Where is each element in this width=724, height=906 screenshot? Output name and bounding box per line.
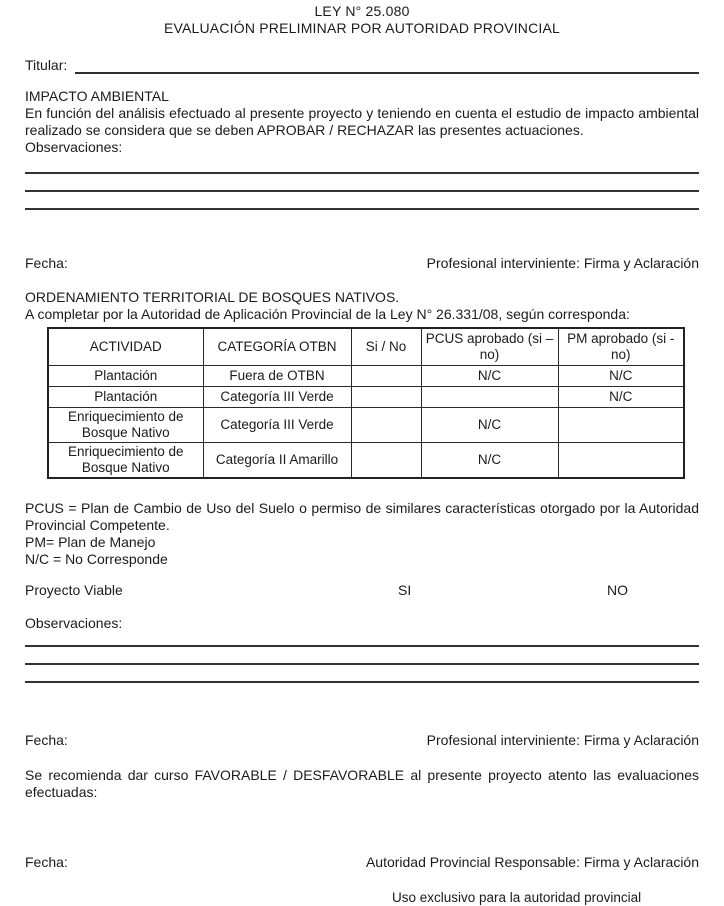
observaciones-label-1: Observaciones: xyxy=(25,139,123,155)
table-cell xyxy=(558,408,684,443)
doc-title-line1: LEY N° 25.080 xyxy=(314,3,410,19)
doc-title-line2: EVALUACIÓN PRELIMINAR POR AUTORIDAD PROVINCIAL xyxy=(163,20,561,36)
table-cell: N/C xyxy=(558,387,684,408)
table-cell: N/C xyxy=(421,408,558,443)
impacto-paragraph: En función del análisis efectuado al presente proyecto y teniendo en cuenta el estudio de impacto ambiental realizado se considera que se deben APROBAR / RECHAZAR las presentes actuaciones. xyxy=(25,105,699,138)
profesional-label-2: Profesional interviniente: Firma y Aclaración xyxy=(426,732,699,748)
titular-row xyxy=(25,56,699,74)
table-cell: Categoría III Verde xyxy=(203,387,351,408)
table-cell: Categoría III Verde xyxy=(203,408,351,443)
table-cell: N/C xyxy=(421,366,558,387)
titular-blank-line xyxy=(75,58,699,74)
note-pcus: PCUS = Plan de Cambio de Uso del Suelo o permiso de similares características otorgado por la Autoridad Provincial Competente. xyxy=(25,500,699,533)
table-row xyxy=(48,387,684,408)
signature-row-2 xyxy=(25,732,699,749)
impacto-heading: IMPACTO AMBIENTAL xyxy=(25,88,169,104)
titular-label: Titular: xyxy=(25,57,68,73)
fecha-label-2: Fecha: xyxy=(25,732,68,748)
note-nc: N/C = No Corresponde xyxy=(25,551,168,567)
no-option: NO xyxy=(607,582,628,598)
footer-note: Uso exclusivo para la autoridad provincial xyxy=(392,890,642,905)
doc-title xyxy=(25,3,699,37)
blank-line xyxy=(25,681,699,683)
proyecto-viable-label: Proyecto Viable xyxy=(25,582,123,598)
signature-row-1 xyxy=(25,255,699,272)
table-cell xyxy=(351,443,421,479)
table-header-row xyxy=(48,328,684,366)
table-header-cell: PM aprobado (si - no) xyxy=(558,328,684,366)
blank-line xyxy=(25,190,699,192)
blank-line xyxy=(25,663,699,665)
autoridad-label: Autoridad Provincial Responsable: Firma y Aclaración xyxy=(365,854,699,870)
table-header-cell: CATEGORÍA OTBN xyxy=(203,328,351,366)
otbn-subheading: A completar por la Autoridad de Aplicación Provincial de la Ley N° 26.331/08, según corresponda: xyxy=(25,306,630,322)
profesional-label-1: Profesional interviniente: Firma y Aclaración xyxy=(426,255,699,271)
table-cell: Plantación xyxy=(48,387,203,408)
fecha-label-1: Fecha: xyxy=(25,255,68,271)
si-option: SI xyxy=(398,582,412,598)
table-header-cell: Si / No xyxy=(351,328,421,366)
table-cell xyxy=(351,408,421,443)
table-cell xyxy=(351,366,421,387)
table-cell: Plantación xyxy=(48,366,203,387)
table-cell xyxy=(421,387,558,408)
otbn-table xyxy=(47,327,685,479)
blank-line xyxy=(25,172,699,174)
table-cell: Categoría II Amarillo xyxy=(203,443,351,479)
table-cell: Fuera de OTBN xyxy=(203,366,351,387)
table-cell: N/C xyxy=(558,366,684,387)
table-cell: N/C xyxy=(421,443,558,479)
table-row xyxy=(48,366,684,387)
table-cell: Enriquecimiento de Bosque Nativo xyxy=(48,443,203,479)
table-cell xyxy=(558,443,684,479)
note-pm: PM= Plan de Manejo xyxy=(25,534,156,550)
proyecto-viable-row xyxy=(25,582,699,599)
signature-row-3 xyxy=(25,854,699,871)
blank-line xyxy=(25,208,699,210)
table-cell: Enriquecimiento de Bosque Nativo xyxy=(48,408,203,443)
abbreviation-notes xyxy=(25,500,699,568)
table-header-cell: ACTIVIDAD xyxy=(48,328,203,366)
recomendacion-paragraph: Se recomienda dar curso FAVORABLE / DESFAVORABLE al presente proyecto atento las evaluaciones efectuadas: xyxy=(25,767,699,800)
observaciones-label-2: Observaciones: xyxy=(25,615,123,631)
table-row xyxy=(48,408,684,443)
blank-line xyxy=(25,645,699,647)
otbn-heading: ORDENAMIENTO TERRITORIAL DE BOSQUES NATIVOS. xyxy=(25,289,400,305)
fecha-label-3: Fecha: xyxy=(25,854,68,870)
table-header-cell: PCUS aprobado (si – no) xyxy=(421,328,558,366)
table-row xyxy=(48,443,684,479)
table-cell xyxy=(351,387,421,408)
